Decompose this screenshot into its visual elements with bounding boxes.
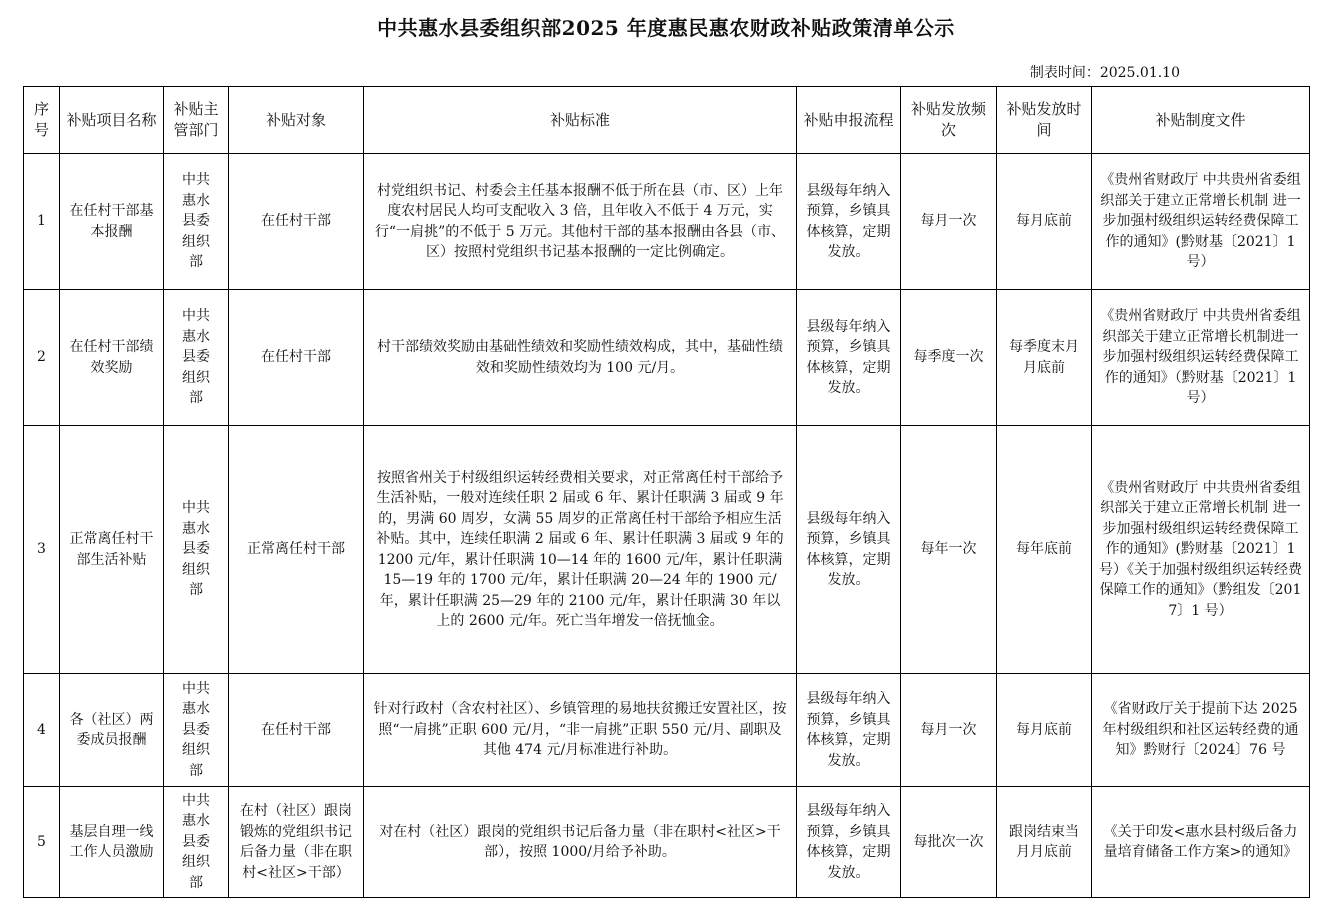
cell-dept: 中共惠水县委组织部 xyxy=(164,426,229,674)
cell-process: 县级每年纳入预算，乡镇具体核算，定期发放。 xyxy=(797,674,901,787)
cell-dept: 中共惠水县委组织部 xyxy=(164,674,229,787)
table-date: 制表时间：2025.01.10 xyxy=(1029,65,1180,81)
cell-name: 在任村干部绩效奖励 xyxy=(60,290,164,426)
header-dept: 补贴主管部门 xyxy=(164,87,229,154)
subsidy-table xyxy=(23,86,1310,898)
header-standard: 补贴标准 xyxy=(364,87,797,154)
table-header-row xyxy=(24,87,1310,154)
cell-target: 正常离任村干部 xyxy=(229,426,364,674)
cell-document: 《关于印发<惠水县村级后备力量培育储备工作方案>的通知》 xyxy=(1092,787,1310,898)
cell-process: 县级每年纳入预算，乡镇具体核算，定期发放。 xyxy=(797,787,901,898)
header-target: 补贴对象 xyxy=(229,87,364,154)
cell-process: 县级每年纳入预算，乡镇具体核算，定期发放。 xyxy=(797,154,901,290)
cell-target: 在村（社区）跟岗锻炼的党组织书记后备力量（非在职村<社区>干部） xyxy=(229,787,364,898)
header-document: 补贴制度文件 xyxy=(1092,87,1310,154)
cell-time: 每年底前 xyxy=(997,426,1092,674)
table-row xyxy=(24,290,1310,426)
cell-target: 在任村干部 xyxy=(229,154,364,290)
table-row xyxy=(24,787,1310,898)
table-row xyxy=(24,154,1310,290)
cell-time: 每月底前 xyxy=(997,674,1092,787)
cell-no: 4 xyxy=(24,674,60,787)
cell-name: 基层自理一线工作人员激励 xyxy=(60,787,164,898)
header-process: 补贴申报流程 xyxy=(797,87,901,154)
table-row xyxy=(24,674,1310,787)
cell-document: 《省财政厅关于提前下达 2025 年村级组织和社区运转经费的通知》黔财行〔2024〕76 号 xyxy=(1092,674,1310,787)
cell-process: 县级每年纳入预算，乡镇具体核算，定期发放。 xyxy=(797,290,901,426)
cell-dept: 中共惠水县委组织部 xyxy=(164,290,229,426)
cell-dept: 中共惠水县委组织部 xyxy=(164,787,229,898)
cell-time: 每月底前 xyxy=(997,154,1092,290)
cell-frequency: 每月一次 xyxy=(901,154,997,290)
header-no: 序号 xyxy=(24,87,60,154)
header-name: 补贴项目名称 xyxy=(60,87,164,154)
cell-no: 5 xyxy=(24,787,60,898)
cell-frequency: 每季度一次 xyxy=(901,290,997,426)
cell-time: 跟岗结束当月月底前 xyxy=(997,787,1092,898)
cell-frequency: 每月一次 xyxy=(901,674,997,787)
cell-frequency: 每年一次 xyxy=(901,426,997,674)
cell-name: 各（社区）两委成员报酬 xyxy=(60,674,164,787)
page-title: 中共惠水县委组织部2025 年度惠民惠农财政补贴政策清单公示 xyxy=(377,16,955,40)
cell-document: 《贵州省财政厅 中共贵州省委组织部关于建立正常增长机制 进一步加强村级组织运转经费保障工作的通知》(黔财基〔2021〕1 号） xyxy=(1092,154,1310,290)
cell-process: 县级每年纳入预算，乡镇具体核算，定期发放。 xyxy=(797,426,901,674)
cell-standard: 按照省州关于村级组织运转经费相关要求，对正常离任村干部给予生活补贴，一般对连续任职 2 届或 6 年、累计任职满 3 届或 9 年的，男满 60 周岁，女满 55 周岁的正常离任村干部给予相应生活补贴。其中，连续任职满 2 届或 6 年、累计任职满 3 届或 9 年的 1200 元/年，累计任职满 10—14 年的 1600 元/年，累计任职满 15—19 年的 1700 元/年，累计任职满 20—24 年的 1900 元/年，累计任职满 25—29 年的 2100 元/年，累计任职满 30 年以上的 2600 元/年。死亡当年增发一倍抚恤金。 xyxy=(364,426,797,674)
cell-document: 《贵州省财政厅 中共贵州省委组织部关于建立正常增长机制进一步加强村级组织运转经费保障工作的通知》（黔财基〔2021〕1 号） xyxy=(1092,290,1310,426)
cell-name: 正常离任村干部生活补贴 xyxy=(60,426,164,674)
cell-dept: 中共惠水县委组织部 xyxy=(164,154,229,290)
header-time: 补贴发放时间 xyxy=(997,87,1092,154)
cell-standard: 村干部绩效奖励由基础性绩效和奖励性绩效构成，其中，基础性绩效和奖励性绩效均为 100 元/月。 xyxy=(364,290,797,426)
cell-time: 每季度末月月底前 xyxy=(997,290,1092,426)
cell-name: 在任村干部基本报酬 xyxy=(60,154,164,290)
cell-standard: 对在村（社区）跟岗的党组织书记后备力量（非在职村<社区>干部），按照 1000/月给予补助。 xyxy=(364,787,797,898)
cell-standard: 针对行政村（含农村社区）、乡镇管理的易地扶贫搬迁安置社区，按照“一肩挑”正职 600 元/月，“非一肩挑”正职 550 元/月、副职及其他 474 元/月标准进行补助。 xyxy=(364,674,797,787)
table-row xyxy=(24,426,1310,674)
cell-no: 1 xyxy=(24,154,60,290)
cell-target: 在任村干部 xyxy=(229,290,364,426)
cell-standard: 村党组织书记、村委会主任基本报酬不低于所在县（市、区）上年度农村居民人均可支配收入 3 倍，且年收入不低于 4 万元，实行“一肩挑”的不低于 5 万元。其他村干部的基本报酬由各县（市、区）按照村党组织书记基本报酬的一定比例确定。 xyxy=(364,154,797,290)
cell-frequency: 每批次一次 xyxy=(901,787,997,898)
cell-no: 2 xyxy=(24,290,60,426)
cell-target: 在任村干部 xyxy=(229,674,364,787)
header-frequency: 补贴发放频次 xyxy=(901,87,997,154)
cell-document: 《贵州省财政厅 中共贵州省委组织部关于建立正常增长机制 进一步加强村级组织运转经费保障工作的通知》(黔财基〔2021〕1 号）《关于加强村级组织运转经费保障工作的通知》（黔组发〔2017〕1 号） xyxy=(1092,426,1310,674)
cell-no: 3 xyxy=(24,426,60,674)
